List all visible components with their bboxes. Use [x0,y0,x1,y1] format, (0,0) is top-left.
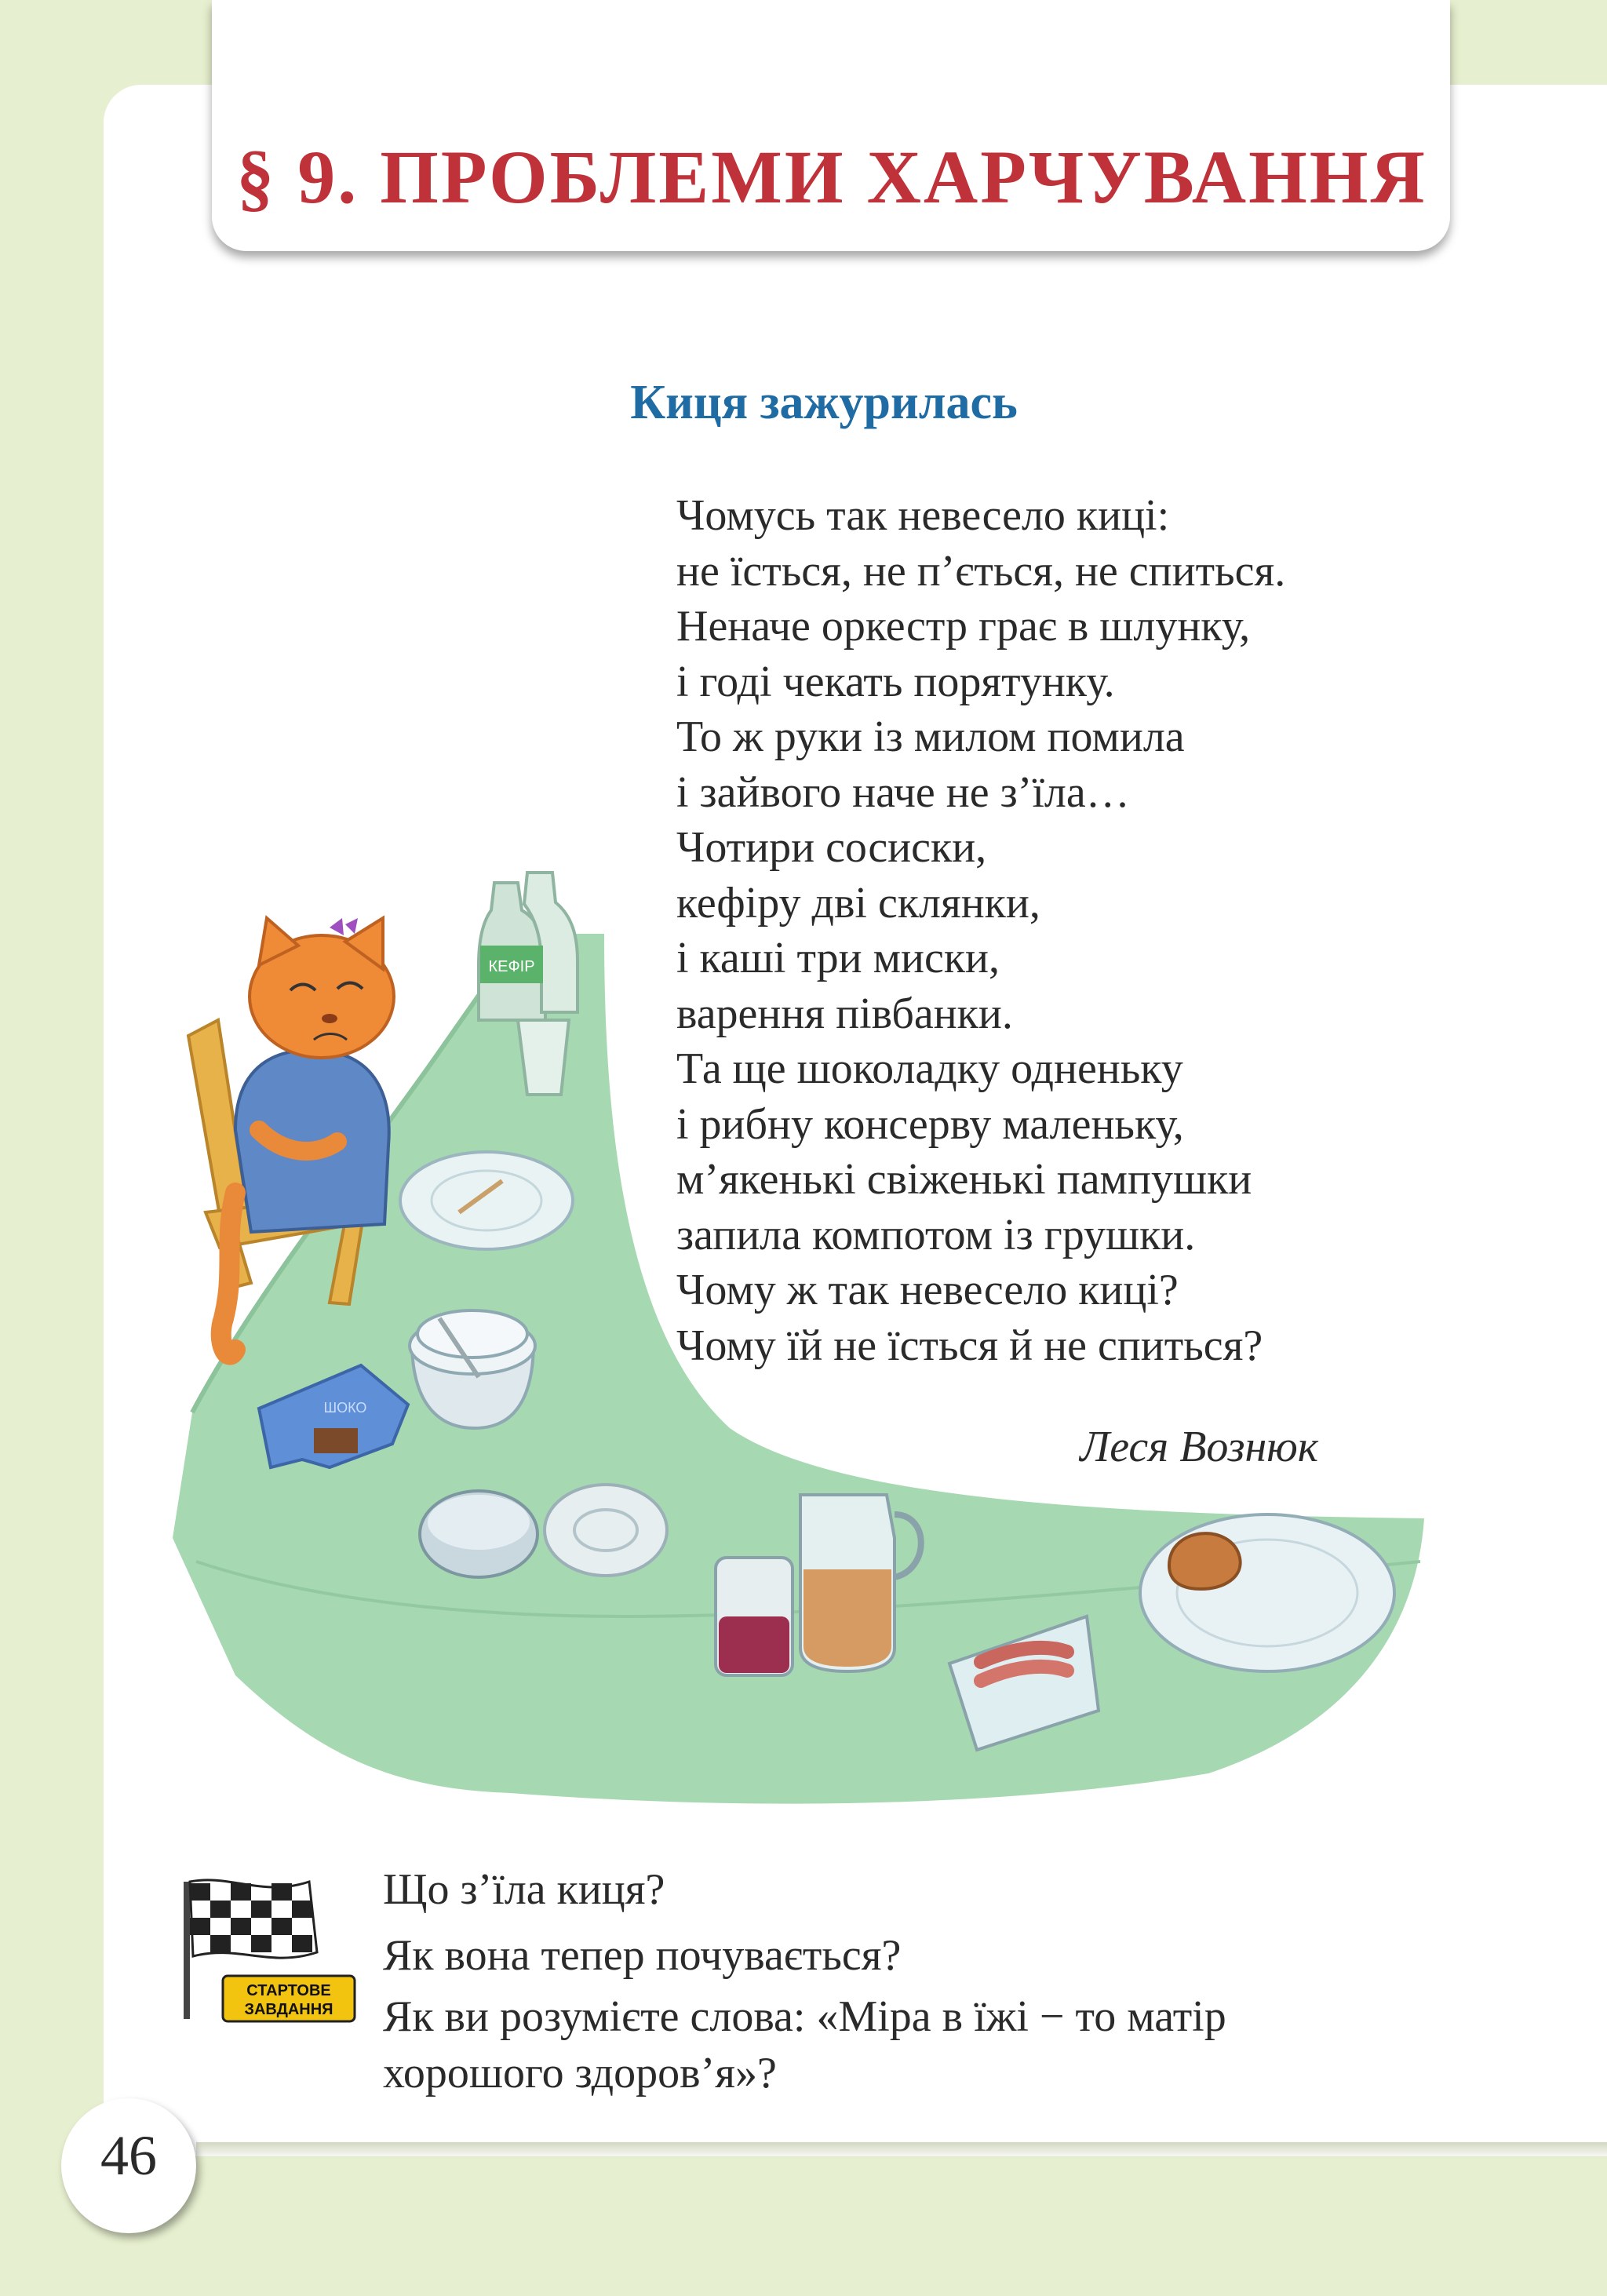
kefir-label: КЕФІР [488,958,535,975]
poem-line: і годі чекать порятунку. [676,657,1115,706]
poem-title: Киця зажурилась [630,376,1018,429]
poem-line: Чому ж так невесело киці? [676,1266,1179,1314]
panel-shadow [196,2142,1607,2159]
poem-line: варення півбанки. [676,989,1013,1038]
start-task-questions [383,1857,1497,2101]
glass [518,1020,569,1095]
start-task-flag-icon [176,1866,358,2023]
kefir-bottles [479,873,578,1020]
page-number: 46 [100,2124,157,2187]
poem-line: і рибну консерву маленьку, [676,1099,1184,1149]
poem-author: Леся Вознюк [1080,1423,1318,1471]
poem-line: запила компотом із грушки. [676,1210,1196,1259]
flag-caption-2: ЗАВДАННЯ [244,2001,333,2018]
plate [400,1152,573,1249]
cat-at-table-illustration [157,863,1452,1813]
poem-line: м’якенькі свіженькі пампушки [676,1155,1252,1204]
question: Що з’їла киця? [383,1865,665,1914]
poem-line: То ж руки із милом помила [676,712,1185,761]
wrapper-label: ШОКО [323,1400,367,1416]
poem-line: Неначе оркестр грає в шлунку, [676,602,1251,651]
poem-line: не їсться, не п’ється, не спиться. [676,546,1286,596]
plate-lid [545,1485,667,1576]
poem-line: і каші три миски, [676,934,1000,982]
poem-line: Чому їй не їсться й не спиться? [676,1321,1263,1370]
poem-line: Чомусь так невесело киці: [676,491,1170,540]
question: Як ви розумієте слова: «Міра в їжі − то матір [383,1992,1226,2041]
question: Як вона тепер почувається? [383,1931,902,1980]
chapter-title: § 9. ПРОБЛЕМИ ХАРЧУВАННЯ [236,135,1427,219]
question-continuation: хорошого здоров’я»? [383,2049,777,2097]
poem-line: і зайвого наче не з’їла… [676,767,1130,817]
poem-line: Чотири сосиски, [676,823,987,872]
bun [1169,1533,1241,1589]
jam-jar [716,1558,793,1675]
flag-caption-1: СТАРТОВЕ [246,1982,331,1999]
poem-line: кефіру дві склянки, [676,878,1040,928]
poem-line: Та ще шоколадку одненьку [676,1044,1183,1093]
plate-with-bun [1140,1514,1394,1671]
